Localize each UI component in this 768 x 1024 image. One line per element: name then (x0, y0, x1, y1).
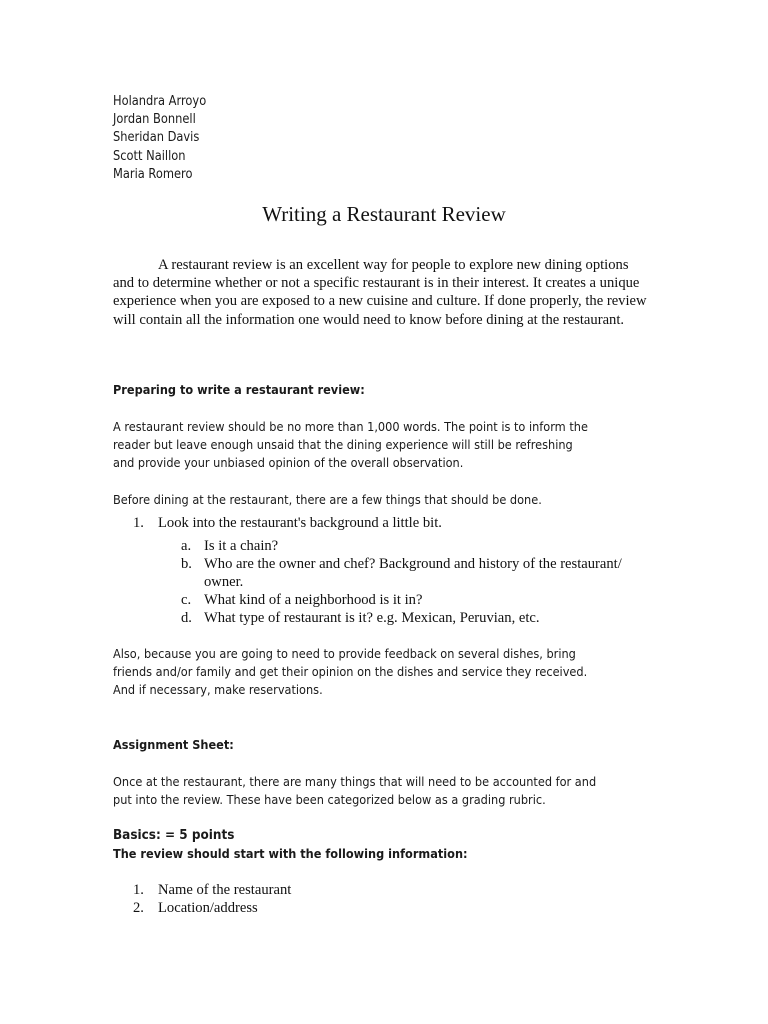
paragraph-line: A restaurant review should be no more than 1,000 words. The point is to inform the (113, 419, 588, 434)
basics-subheading: The review should start with the following information: (113, 846, 468, 861)
list-item-text: Location/address (158, 900, 258, 916)
author-name: Jordan Bonnell (113, 112, 196, 128)
section-heading-assignment: Assignment Sheet: (113, 737, 234, 752)
list-number: 1. (133, 515, 144, 531)
list-number: 2. (133, 900, 144, 916)
author-name: Maria Romero (113, 166, 193, 182)
document-title: Writing a Restaurant Review (262, 202, 506, 226)
author-list (113, 93, 219, 184)
paragraph-line: And if necessary, make reservations. (113, 682, 323, 697)
sublist-letter: b. (181, 556, 192, 572)
list-item-text: Look into the restaurant's background a little bit. (158, 515, 442, 531)
intro-paragraph: A restaurant review is an excellent way for people to explore new dining options and to determine whether or not a specific restaurant is in their interest. It creates a unique experience when you are exposed to a new cuisine and culture. If done properly, the review will contain all the information one would need to know before dining at the restaurant. (113, 257, 647, 328)
list-number: 1. (133, 882, 144, 898)
paragraph-line: Once at the restaurant, there are many things that will need to be accounted for and (113, 774, 597, 789)
sublist-item-text: Who are the owner and chef? Background and history of the restaurant/ owner. (204, 556, 622, 591)
list-item-text: Name of the restaurant (158, 882, 292, 898)
sublist-letter: a. (181, 538, 192, 554)
author-name: Sheridan Davis (113, 130, 200, 146)
paragraph-line: friends and/or family and get their opinion on the dishes and service they received. (113, 664, 588, 679)
sublist-item-text: What kind of a neighborhood is it in? (204, 592, 423, 608)
sublist-item-text: What type of restaurant is it? e.g. Mexican, Peruvian, etc. (204, 610, 540, 626)
paragraph-line: and provide your unbiased opinion of the overall observation. (113, 455, 464, 470)
sublist-letter: d. (181, 610, 192, 626)
author-name: Scott Naillon (113, 148, 186, 164)
author-name: Holandra Arroyo (113, 94, 207, 109)
sublist-item-text: Is it a chain? (204, 538, 279, 554)
paragraph-line: reader but leave enough unsaid that the dining experience will still be refreshing (113, 437, 573, 452)
paragraph-line: Also, because you are going to need to provide feedback on several dishes, bring (113, 646, 576, 661)
sublist-letter: c. (181, 592, 192, 608)
section-heading-preparing: Preparing to write a restaurant review: (113, 382, 365, 397)
before-dining-line: Before dining at the restaurant, there are a few things that should be done. (113, 492, 542, 507)
basics-heading: Basics: = 5 points (113, 828, 235, 843)
paragraph-line: put into the review. These have been categorized below as a grading rubric. (113, 792, 546, 807)
